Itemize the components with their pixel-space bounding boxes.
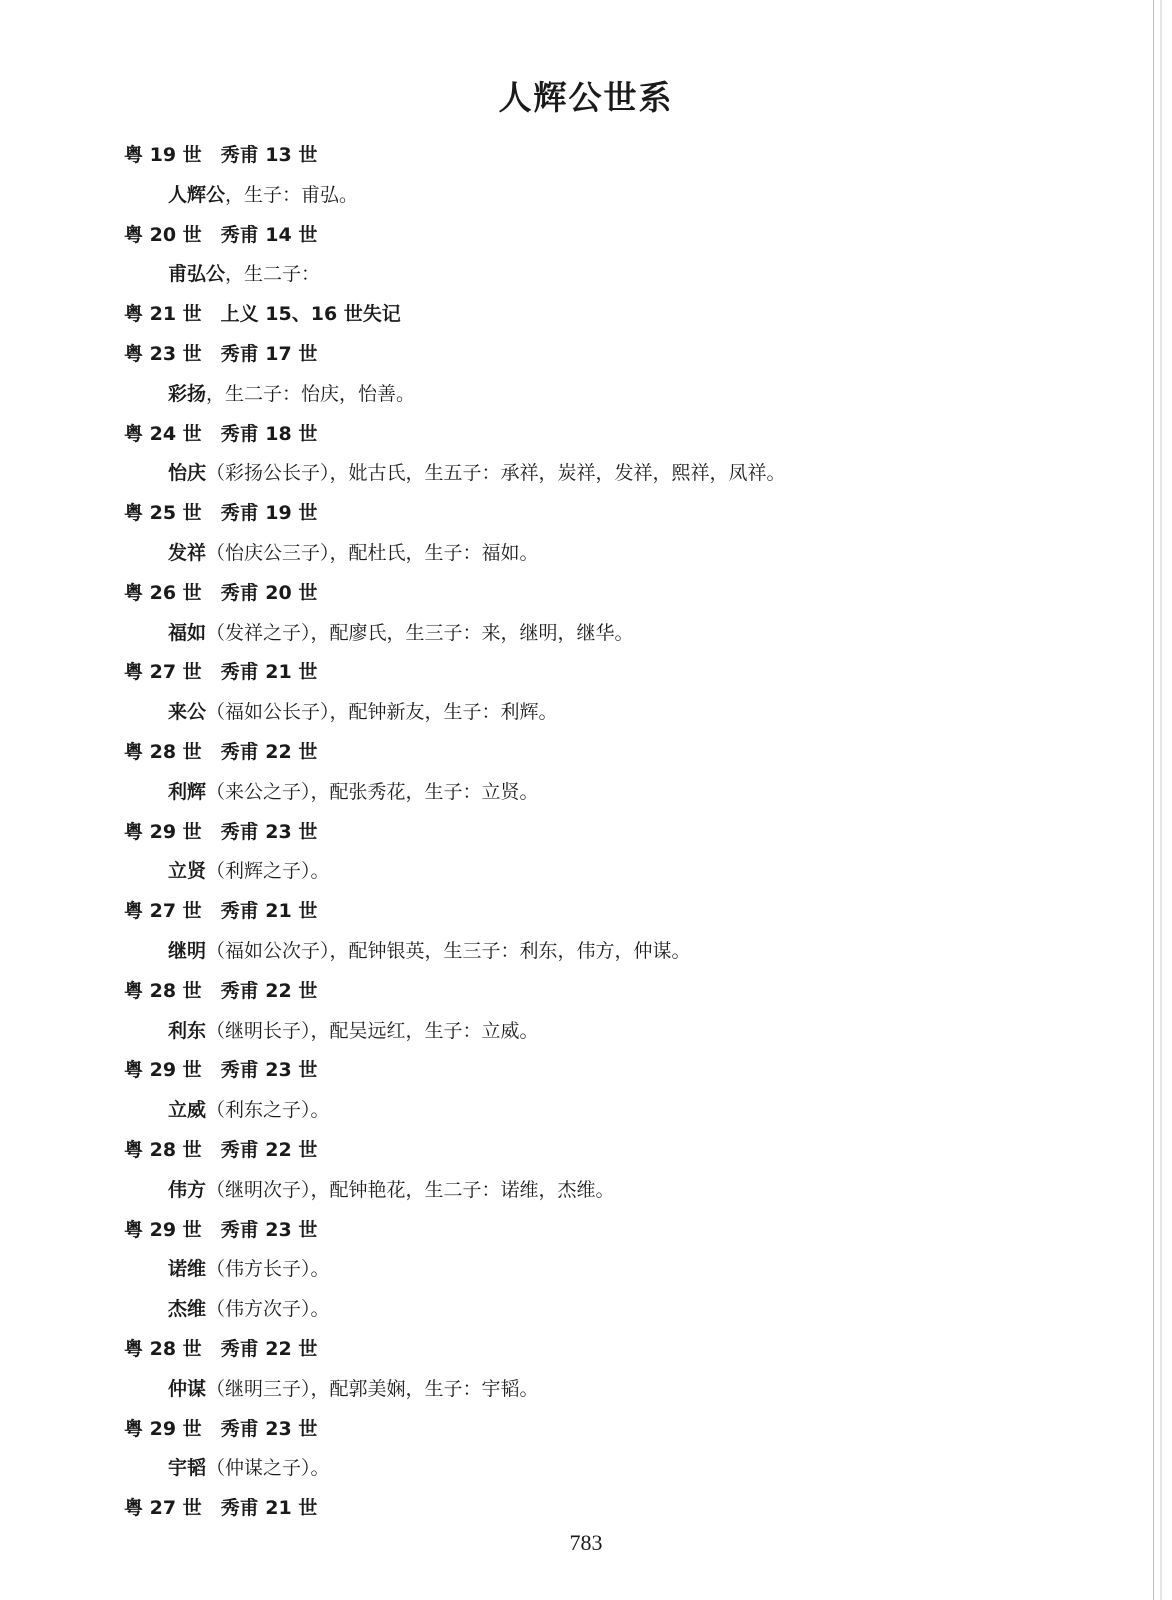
person-entry xyxy=(0,1171,1172,1211)
person-entry xyxy=(0,932,1172,972)
person-entry xyxy=(0,534,1172,574)
person-entry xyxy=(0,614,1172,654)
person-details: （伟方长子）。 xyxy=(206,1258,330,1281)
person-entry xyxy=(0,454,1172,494)
person-entry xyxy=(0,773,1172,813)
genealogy-list xyxy=(0,136,1172,1529)
person-name: 立威 xyxy=(168,1099,207,1122)
person-entry xyxy=(0,255,1172,295)
person-details: （继明长子），配吴远红，生子：立威。 xyxy=(206,1019,539,1042)
person-details: （发祥之子），配廖氏，生三子：来，继明，继华。 xyxy=(206,621,634,644)
person-details: （利东之子）。 xyxy=(206,1099,330,1122)
generation-heading: 粤 29 世 秀甫 23 世 xyxy=(124,1417,318,1440)
page-title: 人辉公世系 xyxy=(498,78,674,117)
person-details: ，生二子：怡庆，怡善。 xyxy=(206,382,416,405)
person-entry xyxy=(0,1250,1172,1290)
generation-heading: 粤 28 世 秀甫 22 世 xyxy=(124,1337,318,1360)
person-name: 发祥 xyxy=(168,541,207,564)
person-details: （福如公长子），配钟新友，生子：利辉。 xyxy=(206,701,558,724)
generation-heading: 粤 28 世 秀甫 22 世 xyxy=(124,740,318,763)
person-details: （彩扬公长子），妣古氏，生五子：承祥，炭祥，发祥，熙祥，凤祥。 xyxy=(206,462,786,485)
generation-heading: 粤 29 世 秀甫 23 世 xyxy=(124,1218,318,1241)
generation-heading: 粤 23 世 秀甫 17 世 xyxy=(124,342,318,365)
page-number: 783 xyxy=(569,1530,603,1555)
person-details: （利辉之子）。 xyxy=(206,860,330,883)
person-entry xyxy=(0,1449,1172,1489)
person-entry xyxy=(0,852,1172,892)
person-name: 甫弘公 xyxy=(168,263,226,286)
generation-heading: 粤 21 世 上义 15、16 世失记 xyxy=(124,303,401,326)
generation-heading: 粤 27 世 秀甫 21 世 xyxy=(124,900,318,923)
person-name: 仲谋 xyxy=(168,1377,207,1400)
person-details: （仲谋之子）。 xyxy=(206,1457,330,1480)
person-entry xyxy=(0,375,1172,415)
generation-heading: 粤 26 世 秀甫 20 世 xyxy=(124,581,318,604)
generation-heading: 粤 28 世 秀甫 22 世 xyxy=(124,979,318,1002)
person-name: 来公 xyxy=(168,701,207,724)
person-name: 继明 xyxy=(168,939,207,962)
generation-heading: 粤 29 世 秀甫 23 世 xyxy=(124,1059,318,1082)
person-entry xyxy=(0,1091,1172,1131)
person-entry xyxy=(0,1012,1172,1052)
generation-heading: 粤 20 世 秀甫 14 世 xyxy=(124,223,318,246)
person-name: 伟方 xyxy=(168,1178,207,1201)
person-details: （福如公次子），配钟银英，生三子：利东，伟方，仲谋。 xyxy=(206,939,691,962)
person-details: ，生子：甫弘。 xyxy=(225,183,359,206)
generation-heading: 粤 19 世 秀甫 13 世 xyxy=(124,144,318,166)
person-name: 人辉公 xyxy=(168,183,226,206)
generation-heading: 粤 29 世 秀甫 23 世 xyxy=(124,820,318,843)
person-name: 立贤 xyxy=(168,860,207,883)
person-entry xyxy=(0,176,1172,216)
generation-heading: 粤 28 世 秀甫 22 世 xyxy=(124,1138,318,1161)
person-entry xyxy=(0,1290,1172,1330)
person-name: 杰维 xyxy=(168,1298,207,1321)
generation-heading: 粤 27 世 秀甫 21 世 xyxy=(124,1497,318,1520)
generation-heading: 粤 25 世 秀甫 19 世 xyxy=(124,502,318,525)
person-name: 怡庆 xyxy=(168,462,207,485)
generation-heading: 粤 24 世 秀甫 18 世 xyxy=(124,422,318,445)
person-name: 利东 xyxy=(168,1019,207,1042)
person-details: （继明次子），配钟艳花，生二子：诺维，杰维。 xyxy=(206,1178,615,1201)
person-entry xyxy=(0,1370,1172,1410)
person-name: 利辉 xyxy=(168,780,207,803)
person-details: （怡庆公三子），配杜氏，生子：福如。 xyxy=(206,541,539,564)
person-name: 彩扬 xyxy=(168,382,207,405)
generation-heading: 粤 27 世 秀甫 21 世 xyxy=(124,661,318,684)
person-details: （来公之子），配张秀花，生子：立贤。 xyxy=(206,780,539,803)
person-details: （继明三子），配郭美娴，生子：宇韬。 xyxy=(206,1377,539,1400)
person-name: 诺维 xyxy=(168,1258,207,1281)
person-name: 宇韬 xyxy=(168,1457,207,1480)
person-details: （伟方次子）。 xyxy=(206,1298,330,1321)
person-details: ，生二子： xyxy=(225,263,321,286)
person-entry xyxy=(0,693,1172,733)
person-name: 福如 xyxy=(168,621,207,644)
